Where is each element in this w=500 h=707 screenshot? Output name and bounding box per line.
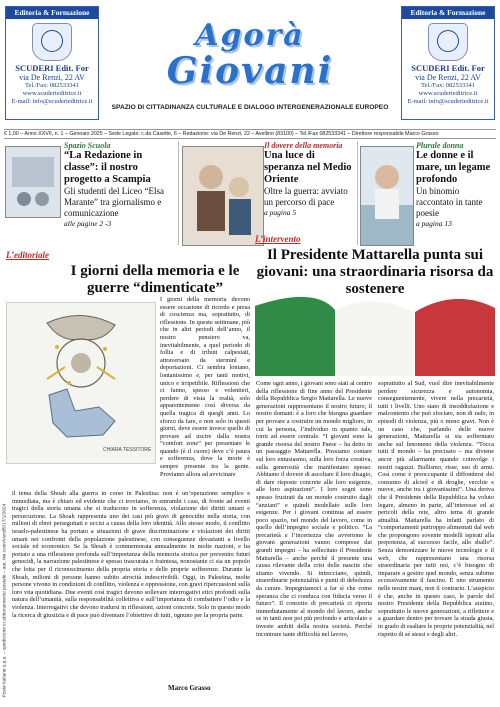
teaser-kicker: Plurale donna xyxy=(416,141,464,150)
intervento-col2: soprattutto al Sud, vuol dire inevitabilmente perdere sicurezza e autonomia, conseguentemente, vivere nella precarietà, tutti i livelli. Uno stato di insoddisfazione e malcontento che può sfociare, non di rado, in episodi di violenza, più o meno gravi. Non è un caso che, parlando delle nuove generazioni, Mattarella si sia soffermato anche sul fenomeno della violenza. “Tocca tutti il mondo – ha precisato – ma diviene ancor più allarmante quando coinvolge i nostri ragazzi. Bullismo, risse, uso di armi. Così come è preoccupante il diffondersi del consumo di alcool e di droghe, vecchie e nuove, anche tra i giovanissimi”. Una deriva che il Presidente della Repubblica ha voluto legare, almeno in parte, all’interesse ed ai pericoli della rete, altro tema di grande attualità. Mattarella ha infatti parlato di “comportamenti purtroppo alimentati dal web che propongono sovente modelli ispirati alla prepotenza, al successo facile, allo sballo”. Senza demonizzare le nuove tecnologie e il web, che rappresentano una risorsa straordinaria per tutti noi, c’è bisogno di imparare a gestire quel mondo, senza subirne eccessivamente il fascino. È uno strumento nelle nostre mani, non il contrario. L’auspicio è che, anche in questo caso, le parole del nostro Presidente della Repubblica aiutino, soprattutto le nuove generazioni, a riflettere e a guardare dentro per trovare la strada giusta, in grado di esaltare le proprie potenzialità, nel rispetto di sé stessi e degli altri. xyxy=(378,380,494,638)
italian-flag-image xyxy=(255,286,495,376)
publisher-address: via De Renzi, 22 AV xyxy=(19,73,85,82)
publisher-web: www.scuderieditrice.it xyxy=(418,90,478,97)
publisher-address: via De Renzi, 22 AV xyxy=(415,73,481,82)
masthead-info: € 1,00 – Anno XXVII, n. 1 – Gennaio 2025 – Sede Legale: c.da Casette, 6 – Redazione: via De Renzi, 22 – Avellino (83100) – Tel./Fax 082533341 – Direttore responsabile Marco Grasso xyxy=(4,129,496,139)
teaser-page: a pagina 5 xyxy=(264,208,297,217)
divider xyxy=(178,141,179,245)
intervento-title: Il Presidente Mattarella punta sui giovani: una straordinaria risorsa da sostenere xyxy=(256,247,494,297)
teaser-memoria[interactable] xyxy=(264,141,356,217)
publisher-name: SCUDERI Edit. For xyxy=(15,63,89,73)
crest-icon xyxy=(428,23,468,61)
intervento-col1: Come ogni anno, i giovani sono stati al centro della riflessione di fine anno del Presidente della Repubblica Sergio Mattarella. Le nuove generazioni rappresentano il nostro futuro, il nostro domani: è a loro che bisogna guardare per provare a costruire un mondo migliore, in cui la persona, l’individuo in quanto tale, torni ad essere centrale. “I giovani sono la grande risorsa del nostro Paese – ha detto in un passaggio Mattarella. Possiamo contare sul loro entusiasmo, sulla loro forza creativa, sulla generosità che manifestano spesso. Abbiamo il dovere di ascoltare il loro disagio, di dare risposte concrete alle loro esigenze, alle loro aspirazioni”. I loro sogni sono spesso frustrati da un mondo costruito dagli “anziani” e quindi modellato sulle loro esigenze. Per i giovani continua ad essere poco spazio, nel mondo del lavoro, come in quello dell’impegno sociale e politico. “La precarietà e l’incertezza che avvertono le giovani generazioni vanno comprese dai grandi impegni – ha sollecitato il Presidente Mattarella – anche perché il presente una causa rilevante della crisi delle nascite che stiamo vivendo. Si intrecciano, quindi, straordinarie potenzialità e punti di debolezza da curare. Impegniamoci a far sì che come speranza che ci conduca con fiducia verso il futuro”. Il concetto di precarietà ci riporta immediatamente al mondo del lavoro, anche se in tanti non poi più profondo e articolato e investe ambiti della nostra società. Perché incontrare tante difficoltà nel lavoro, xyxy=(256,380,372,638)
drawing-caption: CHIARA TESSITORE xyxy=(103,447,152,453)
teaser-kicker: Spazio Scuola xyxy=(64,141,111,150)
teaser-donna[interactable] xyxy=(416,141,498,228)
teaser-body: Oltre la guerra: avviato un percorso di pace xyxy=(264,186,348,207)
publisher-name: SCUDERI Edit. For xyxy=(411,63,485,73)
editorial-body: il tema della Shoah alla guerra in corso in Palestina: non è un’operazione semplice e immediata, ma è chiaro ed evidente che ci troviamo, in entrambi i casi, di fronte ad eventi tragici della storia umana che si traducono in sofferenza, violazione dei diritti umani e persecuzione. La Shoah rappresenta uno dei casi più gravi di genocidio nella storia, con milioni di ebrei perseguitati e uccisi a causa della loro identità. Allo stesso modo, il conflitto israelo-palestinese ha portato a situazioni di grave discriminazione e violazioni dei diritti umani nei confronti della popolazione palestinese, con conseguenze devastanti a livello sociale ed economico. Se la Shoah è commemorata annualmente in molte nazioni, e ha portato a una riflessione profonda sull’importanza della memoria storica per prevenire futuri genocidi, la narrazione palestinese è spesso trascurata o fraintesa, nonostante ci sia un popolo che lotta per il riconoscimento della propria storia e delle proprie sofferenze. Durante la Shoah, milioni di persone hanno subito atrocità indescrivibili. Oggi, in Palestina, molte persone vivono in condizioni di conflitto, violenza e oppressione, con gravi ripercussioni sulla loro vita quotidiana. Due eventi così tragici devono sollevare interrogativi etici profondi sulla natura dell’umanità, sulla responsabilità collettiva e sull’importanza di combattere l’odio e la violenza. Interrogativi che devono tradursi in riflessioni, azioni concrete. Solo in questo modo la ricerca di giustizia e di pace può diventare l’obiettivo di tutti, ognuno per la propria parte. xyxy=(12,490,250,619)
teaser-body: Un binomio raccontato in tante poesie xyxy=(416,186,483,218)
logo-line2: Giovani xyxy=(166,50,334,92)
teaser-title: Le donne e il mare, un legame profondo xyxy=(416,150,491,185)
publisher-box-right xyxy=(401,6,495,120)
section-label-editoriale: L’editoriale xyxy=(6,250,49,260)
editorial-title: I giorni della memoria e le guerre “dimenticate” xyxy=(70,263,240,296)
publisher-email: E-mail: info@scuderieditrice.it xyxy=(407,98,489,105)
editorial-side-text: I giorni della memoria devono essere occasione di ricordo e presa di coscienza ma, soprattutto, di riflessione. In queste settimane, più che in altri periodi dell’anno, il nostro pensiero va, inevitabilmente, a quel periodo di follia e di tributi calpestati, attraversato da sterminî e deportazioni. Ci sembra lontano, lontanissimo e, per tanti motivi, unico e irripetibile. Riflessioni che ci fanno, spesso e volentieri, perdere di vista la realtà, solo apparentemente così diversa da quella tragica di quegli anni. Lo sforzo da fare, e non solo in questi giorni, deve essere invece quello di provare ad uscire dalla nostra “comfort zone” per presentare le quando (è il cuore) deve c’è paura e sofferenza, dove la morte è sempre presente tra la gente. Proviamo allora ad avvicinare xyxy=(160,296,250,478)
publisher-web: www.scuderieditrice.it xyxy=(22,90,82,97)
crest-icon xyxy=(32,23,72,61)
teaser-scuola[interactable] xyxy=(64,141,174,228)
editorial-drawing xyxy=(6,302,156,464)
section-label-intervento: L’intervento xyxy=(255,234,301,244)
publisher-box-left xyxy=(5,6,99,120)
publisher-telfax: Tel./Fax: 082533341 xyxy=(24,82,80,89)
postal-side-text: Poste Italiane s.p.a. – spedizione in abbonamento postale – aut. Ne coniv/nord/5/17/1/2024 xyxy=(2,503,8,698)
teaser-page: a pagina 13 xyxy=(416,219,452,228)
publisher-label: Editoria & Formazione xyxy=(6,7,98,19)
teaser-kicker: Il dovere della memoria xyxy=(264,141,343,150)
teaser-thumb-memoria xyxy=(182,146,264,246)
masthead-subtitle: SPAZIO DI CITTADINANZA CULTURALE E DIALOGO INTERGENERAZIONALE EUROPEO xyxy=(111,104,389,111)
teaser-title: “La Redazione in classe”: il nostro progetto a Scampia xyxy=(64,150,151,185)
teaser-thumb-donna xyxy=(360,146,414,246)
editorial-signature: Marco Grasso xyxy=(168,684,211,692)
publisher-email: E-mail: info@scuderieditrice.it xyxy=(11,98,93,105)
postal-side-strip xyxy=(0,470,8,700)
teaser-page: alle pagine 2 -3 xyxy=(64,219,112,228)
publisher-label: Editoria & Formazione xyxy=(402,7,494,19)
teaser-body: Gli studenti del Liceo “Elsa Marante” tra giornalismo e comunicazione xyxy=(64,186,164,218)
publisher-telfax: Tel./Fax: 082533341 xyxy=(420,82,476,89)
teaser-thumb-school xyxy=(5,146,61,218)
divider xyxy=(357,141,358,245)
masthead-logo xyxy=(150,20,350,98)
logo-line1: Agorà xyxy=(195,18,305,53)
teaser-title: Una luce di speranza nel Medio Oriente xyxy=(264,150,352,185)
